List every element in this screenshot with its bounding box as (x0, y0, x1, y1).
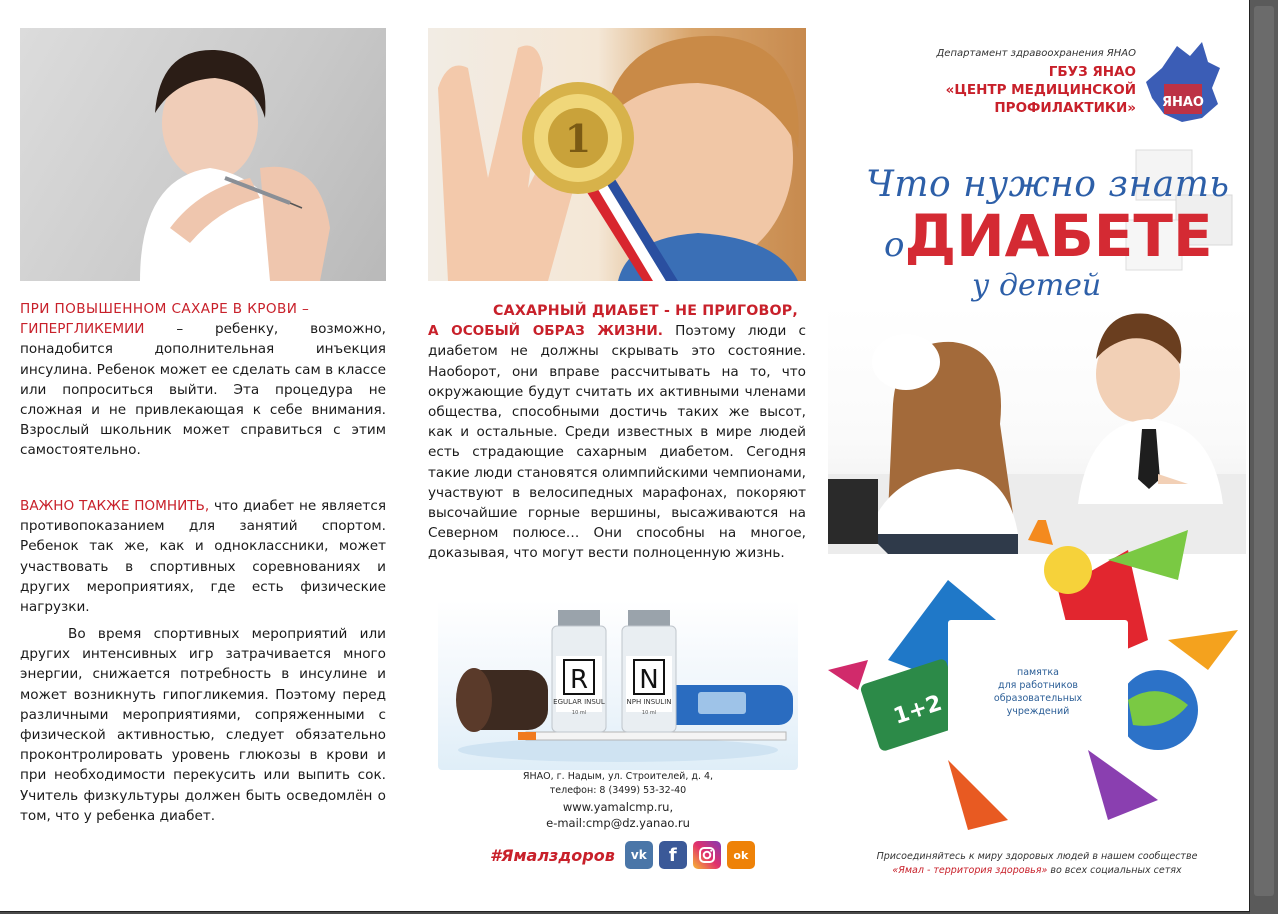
logo-text: ЯНАО (1161, 95, 1205, 110)
boy-medal-illustration (428, 28, 806, 281)
vial-left-label: EGULAR INSUL (553, 698, 605, 706)
hyperglycemia-text: – ребенку, возможно, понадобится дополнительная инъекция инсулина. Ребенок может ее сделать сам в классе или попроситься выйти. Эта процедура не сложная и не привлекающая к себе внимания. Взрослый школьник может справиться с этим самостоятельно. (20, 321, 386, 459)
title-o: о (884, 225, 905, 265)
photo-boy-medal (428, 28, 806, 281)
hyperglycemia-heading-1: ПРИ ПОВЫШЕННОМ САХАРЕ В КРОВИ – (20, 301, 310, 317)
social-links (490, 838, 755, 872)
org-name-line2: «ЦЕНТР МЕДИЦИНСКОЙ (945, 82, 1136, 98)
department-name: Департамент здравоохранения ЯНАО (936, 48, 1136, 59)
contact-email[interactable]: e-mail:cmp@dz.yanao.ru (546, 816, 690, 830)
title-main: ДИАБЕТЕ (904, 202, 1213, 270)
hashtag: #Ямалздоров (490, 845, 615, 865)
left-column (20, 0, 388, 912)
hyperglycemia-heading-2: ГИПЕРГЛИКЕМИИ (20, 321, 145, 338)
not-a-sentence-text: Поэтому люди с диабетом не должны скрывать это состояние. Наоборот, они вправе рассчитывать на то, что окружающие будут считать их активными членами общества, способными достичь таких же высот, как и остальные. Среди известных в мире людей есть страдающие сахарным диабетом. Сегодня такие люди становятся олимпийскими чемпионами, участвуют в велосипедных марафонах, покоряют высочайшие горные вершины, высаживаются на Северном полюсе… Они способны на многое, доказывая, что могут вести полноценную жизнь. (428, 323, 806, 562)
photo-girl-injection (20, 28, 386, 281)
contact-website[interactable]: www.yamalcmp.ru, (562, 800, 674, 814)
title-in-children: у детей (972, 268, 1102, 303)
hypoglycemia-text: Во время спортивных мероприятий или других интенсивных игр затрачивается много энергии, снижается потребность в инсулине и может возникнуть гипогликемия. Поэтому перед различными мероприятиями, сопряженными с физической активностью, следует обязательно проконтролировать уровень глюкозы в крови и при необходимости перекусить или выпить сок. Учитель физкультуры должен быть осведомлён о том, что у ребенка диабет. (20, 626, 386, 824)
org-name-line3: ПРОФИЛАКТИКИ» (994, 100, 1136, 116)
scrollbar-thumb[interactable] (1254, 6, 1274, 896)
not-a-sentence-heading-2: А ОСОБЫЙ ОБРАЗ ЖИЗНИ. (428, 323, 663, 340)
hypoglycemia-paragraph (20, 624, 386, 826)
vial-right-letter: N (639, 665, 659, 695)
not-a-sentence-paragraph (428, 301, 806, 564)
sport-heading: ВАЖНО ТАКЖЕ ПОМНИТЬ, (20, 498, 210, 514)
hyperglycemia-paragraph (20, 299, 386, 461)
contact-address: ЯНАО, г. Надым, ул. Строителей, д. 4, (522, 771, 714, 782)
join-community-text (828, 850, 1246, 878)
vk-icon[interactable]: vk (625, 841, 653, 869)
contact-phone: телефон: 8 (3499) 53-32-40 (549, 785, 687, 796)
yamal-map-logo (1142, 38, 1224, 124)
title-diabetes (884, 204, 1213, 277)
vial-left-volume: 10 ml (571, 710, 587, 716)
vials-illustration (438, 600, 798, 770)
memo-line4: учреждений (1006, 706, 1070, 717)
middle-column (428, 0, 808, 912)
vertical-scrollbar[interactable] (1250, 0, 1278, 914)
memo-line2: для работников (998, 680, 1078, 691)
odnoklassniki-icon[interactable]: ok (727, 841, 755, 869)
sport-paragraph (20, 496, 386, 617)
join-line1: Присоединяйтесь к миру здоровых людей в нашем сообществе (876, 851, 1198, 862)
cover-column (828, 0, 1248, 912)
facebook-icon[interactable]: f (659, 841, 687, 869)
vial-left-letter: R (569, 665, 589, 695)
medal-number: 1 (564, 116, 592, 161)
join-tail: во всех социальных сетях (1047, 865, 1182, 876)
kids-illustration (828, 304, 1246, 554)
girl-illustration (20, 28, 386, 281)
collage-board-text: 1+2 (890, 690, 946, 730)
photo-schoolchildren (828, 304, 1246, 554)
instagram-icon[interactable] (693, 841, 721, 869)
join-highlight: «Ямал - территория здоровья» (892, 865, 1048, 876)
sport-text: что диабет не является противопоказанием для занятий спортом. Ребенок так же, как и одноклассники, может участвовать в спортивных соревнованиях и других мероприятиях, где есть физические нагрузки. (20, 498, 386, 616)
memo-line1: памятка (1016, 667, 1059, 678)
memo-card (948, 620, 1128, 750)
vial-right-volume: 10 ml (641, 710, 657, 716)
vial-right-label: NPH INSULIN (626, 698, 672, 706)
not-a-sentence-heading-1: САХАРНЫЙ ДИАБЕТ - НЕ ПРИГОВОР, (493, 303, 798, 319)
memo-line3: образовательных (993, 693, 1083, 704)
photo-insulin-vials (438, 600, 798, 770)
org-name-line1: ГБУЗ ЯНАО (1048, 64, 1136, 80)
title-what-to-know: Что нужно знать (866, 164, 1230, 205)
